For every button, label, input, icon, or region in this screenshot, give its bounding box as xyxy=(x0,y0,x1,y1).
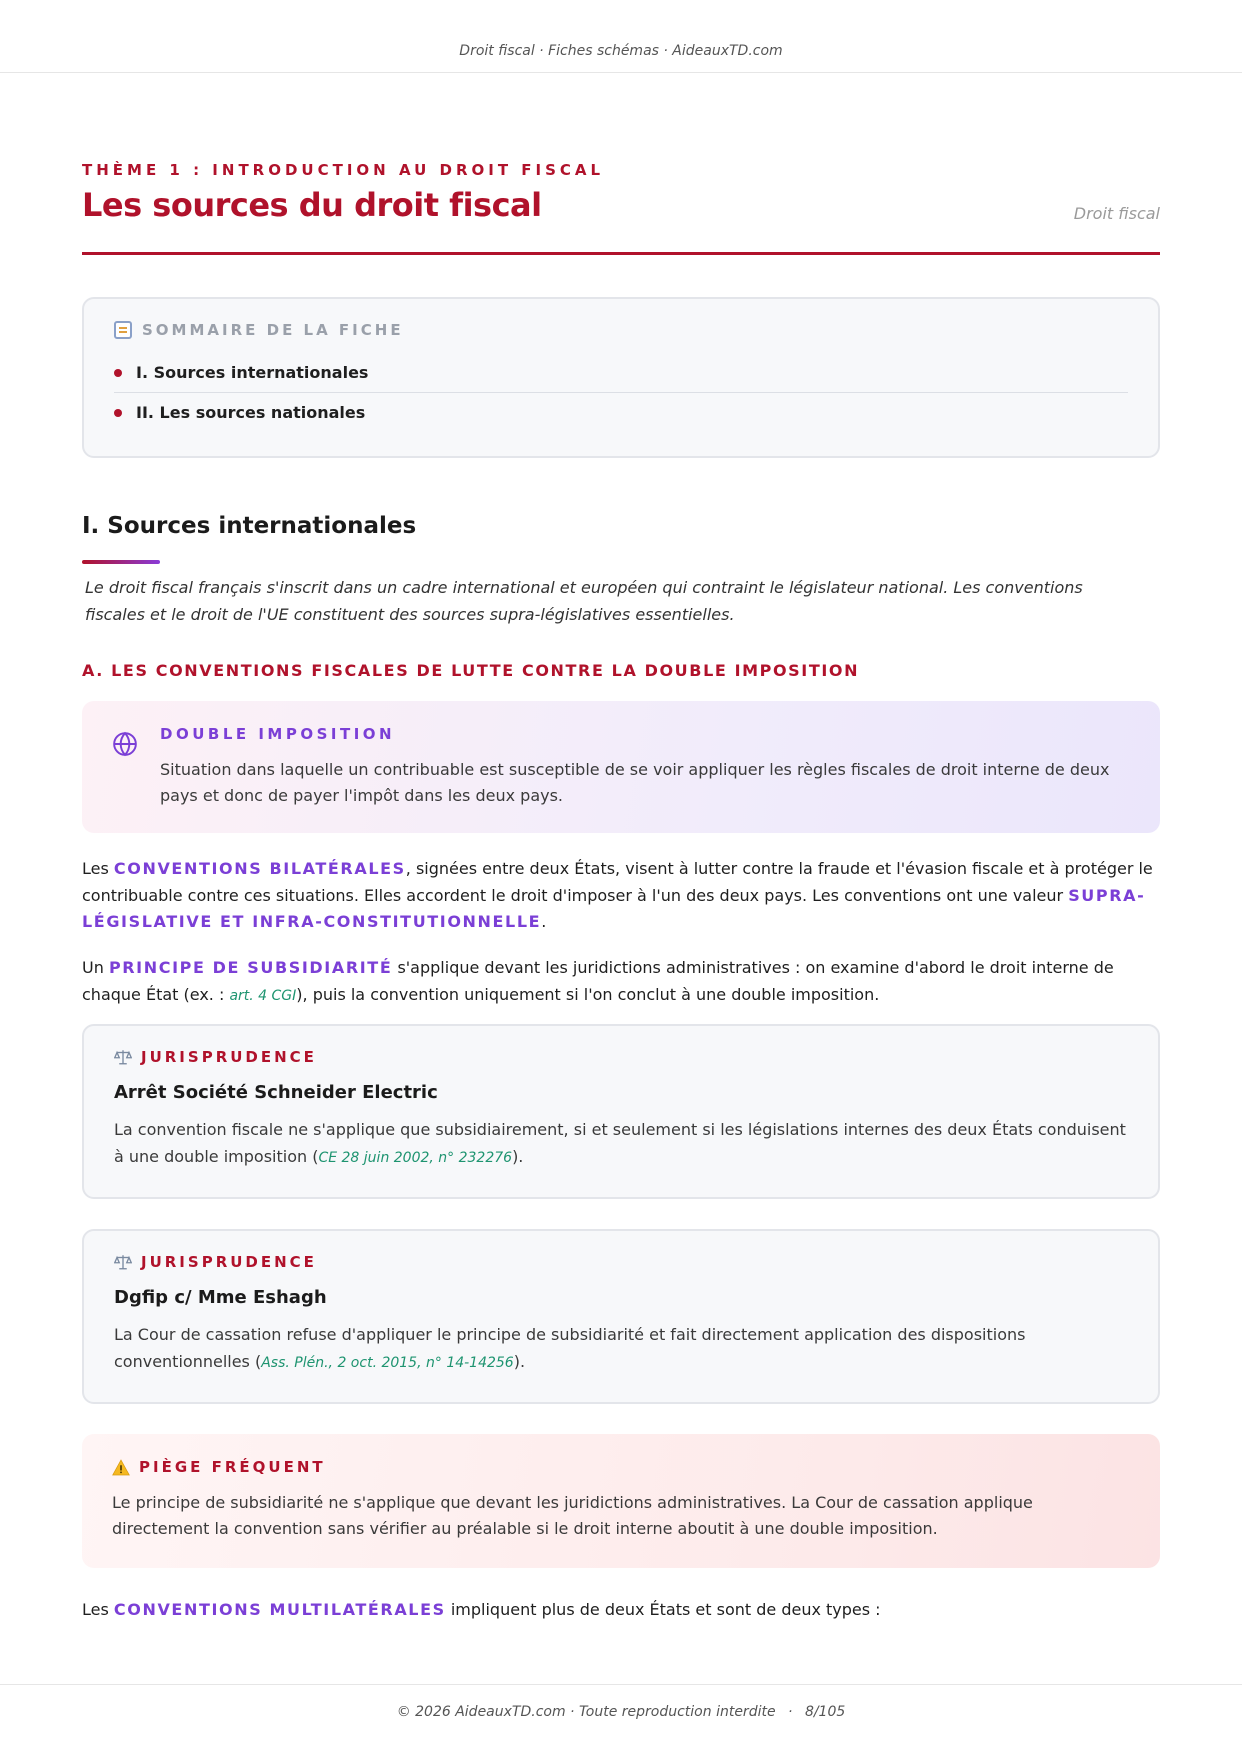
paragraph-multilateral xyxy=(82,1597,1160,1624)
globe-icon xyxy=(112,731,138,757)
subject-tag: Droit fiscal xyxy=(1073,204,1160,223)
case-summary xyxy=(114,1322,1128,1376)
common-pitfall-box xyxy=(82,1434,1160,1568)
toc-item-label: II. Les sources nationales xyxy=(136,403,366,422)
text-run: ). xyxy=(512,1146,524,1166)
legal-reference: art. 4 CGI xyxy=(229,987,297,1004)
definition-title: DOUBLE IMPOSITION xyxy=(160,725,396,743)
jurisprudence-box-eshagh xyxy=(82,1229,1160,1404)
footer-separator: · xyxy=(788,1704,793,1720)
legal-reference: CE 28 juin 2002, n° 232276 xyxy=(318,1149,513,1166)
bullet-icon xyxy=(114,409,122,417)
highlight-term: SUPRA-LÉGISLATIVE ET INFRA-CONSTITUTIONNELLE xyxy=(82,885,1146,931)
text-run: . xyxy=(541,912,547,931)
text-run: Un xyxy=(82,958,109,977)
text-run: La Cour de cassation refuse d'appliquer le principe de subsidiarité et fait directement application des dispositions conventionnelles ( xyxy=(114,1325,1026,1371)
text-run: s'applique devant les juridictions administratives : on examine d'abord le droit interne de chaque État (ex. : xyxy=(82,958,1114,1004)
jurisprudence-heading xyxy=(114,1253,1128,1271)
pitfall-label: PIÈGE FRÉQUENT xyxy=(139,1458,326,1476)
toc-item-sources-nationales[interactable] xyxy=(114,392,1128,432)
legal-reference: Ass. Plén., 2 oct. 2015, n° 14-14256 xyxy=(261,1354,514,1371)
toc-item-label: I. Sources internationales xyxy=(136,363,369,382)
bookmark-tabs-icon xyxy=(114,321,132,339)
text-run: ), puis la convention uniquement si l'on conclut à une double imposition. xyxy=(296,984,880,1004)
text-run: ). xyxy=(513,1351,526,1371)
definition-text: Situation dans laquelle un contribuable est susceptible de se voir appliquer les règles fiscales de droit interne de deux pays et donc de payer l'impôt dans les deux pays. xyxy=(160,760,1110,805)
paragraph-bilateral xyxy=(82,856,1160,936)
toc-heading-label: SOMMAIRE DE LA FICHE xyxy=(142,321,404,339)
table-of-contents xyxy=(82,297,1160,458)
pitfall-text: Le principe de subsidiarité ne s'applique que devant les juridictions administratives. La Cour de cassation applique directement la convention sans vérifier au préalable si le droit interne aboutit à une double imposition. xyxy=(112,1493,1033,1538)
warning-icon xyxy=(112,1459,130,1476)
text-run: Les xyxy=(82,859,114,878)
jurisprudence-heading xyxy=(114,1048,1128,1066)
highlight-term: CONVENTIONS MULTILATÉRALES xyxy=(113,1600,446,1619)
subsection-title: A. LES CONVENTIONS FISCALES DE LUTTE CONTRE LA DOUBLE IMPOSITION xyxy=(82,661,860,680)
bullet-icon xyxy=(114,369,122,377)
page-header xyxy=(0,0,1242,73)
section-title: I. Sources internationales xyxy=(82,513,417,539)
page-title: Les sources du droit fiscal xyxy=(82,186,542,224)
section-underline xyxy=(82,560,160,564)
running-title: Droit fiscal · Fiches schémas · AideauxTD.com xyxy=(459,43,783,59)
title-divider xyxy=(82,252,1160,255)
highlight-term: CONVENTIONS BILATÉRALES xyxy=(113,859,406,878)
highlight-term: PRINCIPE DE SUBSIDIARITÉ xyxy=(108,958,393,977)
case-name: Arrêt Société Schneider Electric xyxy=(114,1082,438,1103)
text-run: impliquent plus de deux États et sont de deux types : xyxy=(445,1600,881,1619)
pitfall-heading xyxy=(112,1458,1130,1476)
text-run: La convention fiscale ne s'applique que subsidiairement, si et seulement si les législations internes des deux États conduisent à une double imposition ( xyxy=(114,1120,1126,1166)
text-run: Les xyxy=(82,1600,114,1619)
jurisprudence-label: JURISPRUDENCE xyxy=(141,1253,317,1271)
toc-item-sources-internationales[interactable] xyxy=(114,353,1128,392)
page-footer xyxy=(0,1684,1242,1754)
toc-heading xyxy=(114,321,1128,339)
page-number: 8/105 xyxy=(804,1704,846,1720)
jurisprudence-label: JURISPRUDENCE xyxy=(141,1048,317,1066)
copyright-text: © 2026 AideauxTD.com · Toute reproduction interdite xyxy=(396,1704,776,1720)
jurisprudence-box-schneider xyxy=(82,1024,1160,1199)
section-intro: Le droit fiscal français s'inscrit dans un cadre international et européen qui contraint le législateur national. Les conventions fiscales et le droit de l'UE constituent des sources supra-législatives essentielles. xyxy=(85,578,1083,624)
scales-icon xyxy=(114,1048,132,1066)
paragraph-subsidiarity xyxy=(82,955,1160,1009)
scales-icon xyxy=(114,1253,132,1271)
case-summary xyxy=(114,1117,1128,1171)
case-name: Dgfip c/ Mme Eshagh xyxy=(114,1287,327,1308)
theme-label: THÈME 1 : INTRODUCTION AU DROIT FISCAL xyxy=(82,161,605,179)
text-run: , signées entre deux États, visent à lutter contre la fraude et l'évasion fiscale et à protéger le contribuable contre ces situations. Elles accordent le droit d'imposer à l'un des deux pays. Les conventions ont une valeur xyxy=(82,859,1153,905)
definition-box xyxy=(82,701,1160,833)
toc-list xyxy=(114,353,1128,432)
